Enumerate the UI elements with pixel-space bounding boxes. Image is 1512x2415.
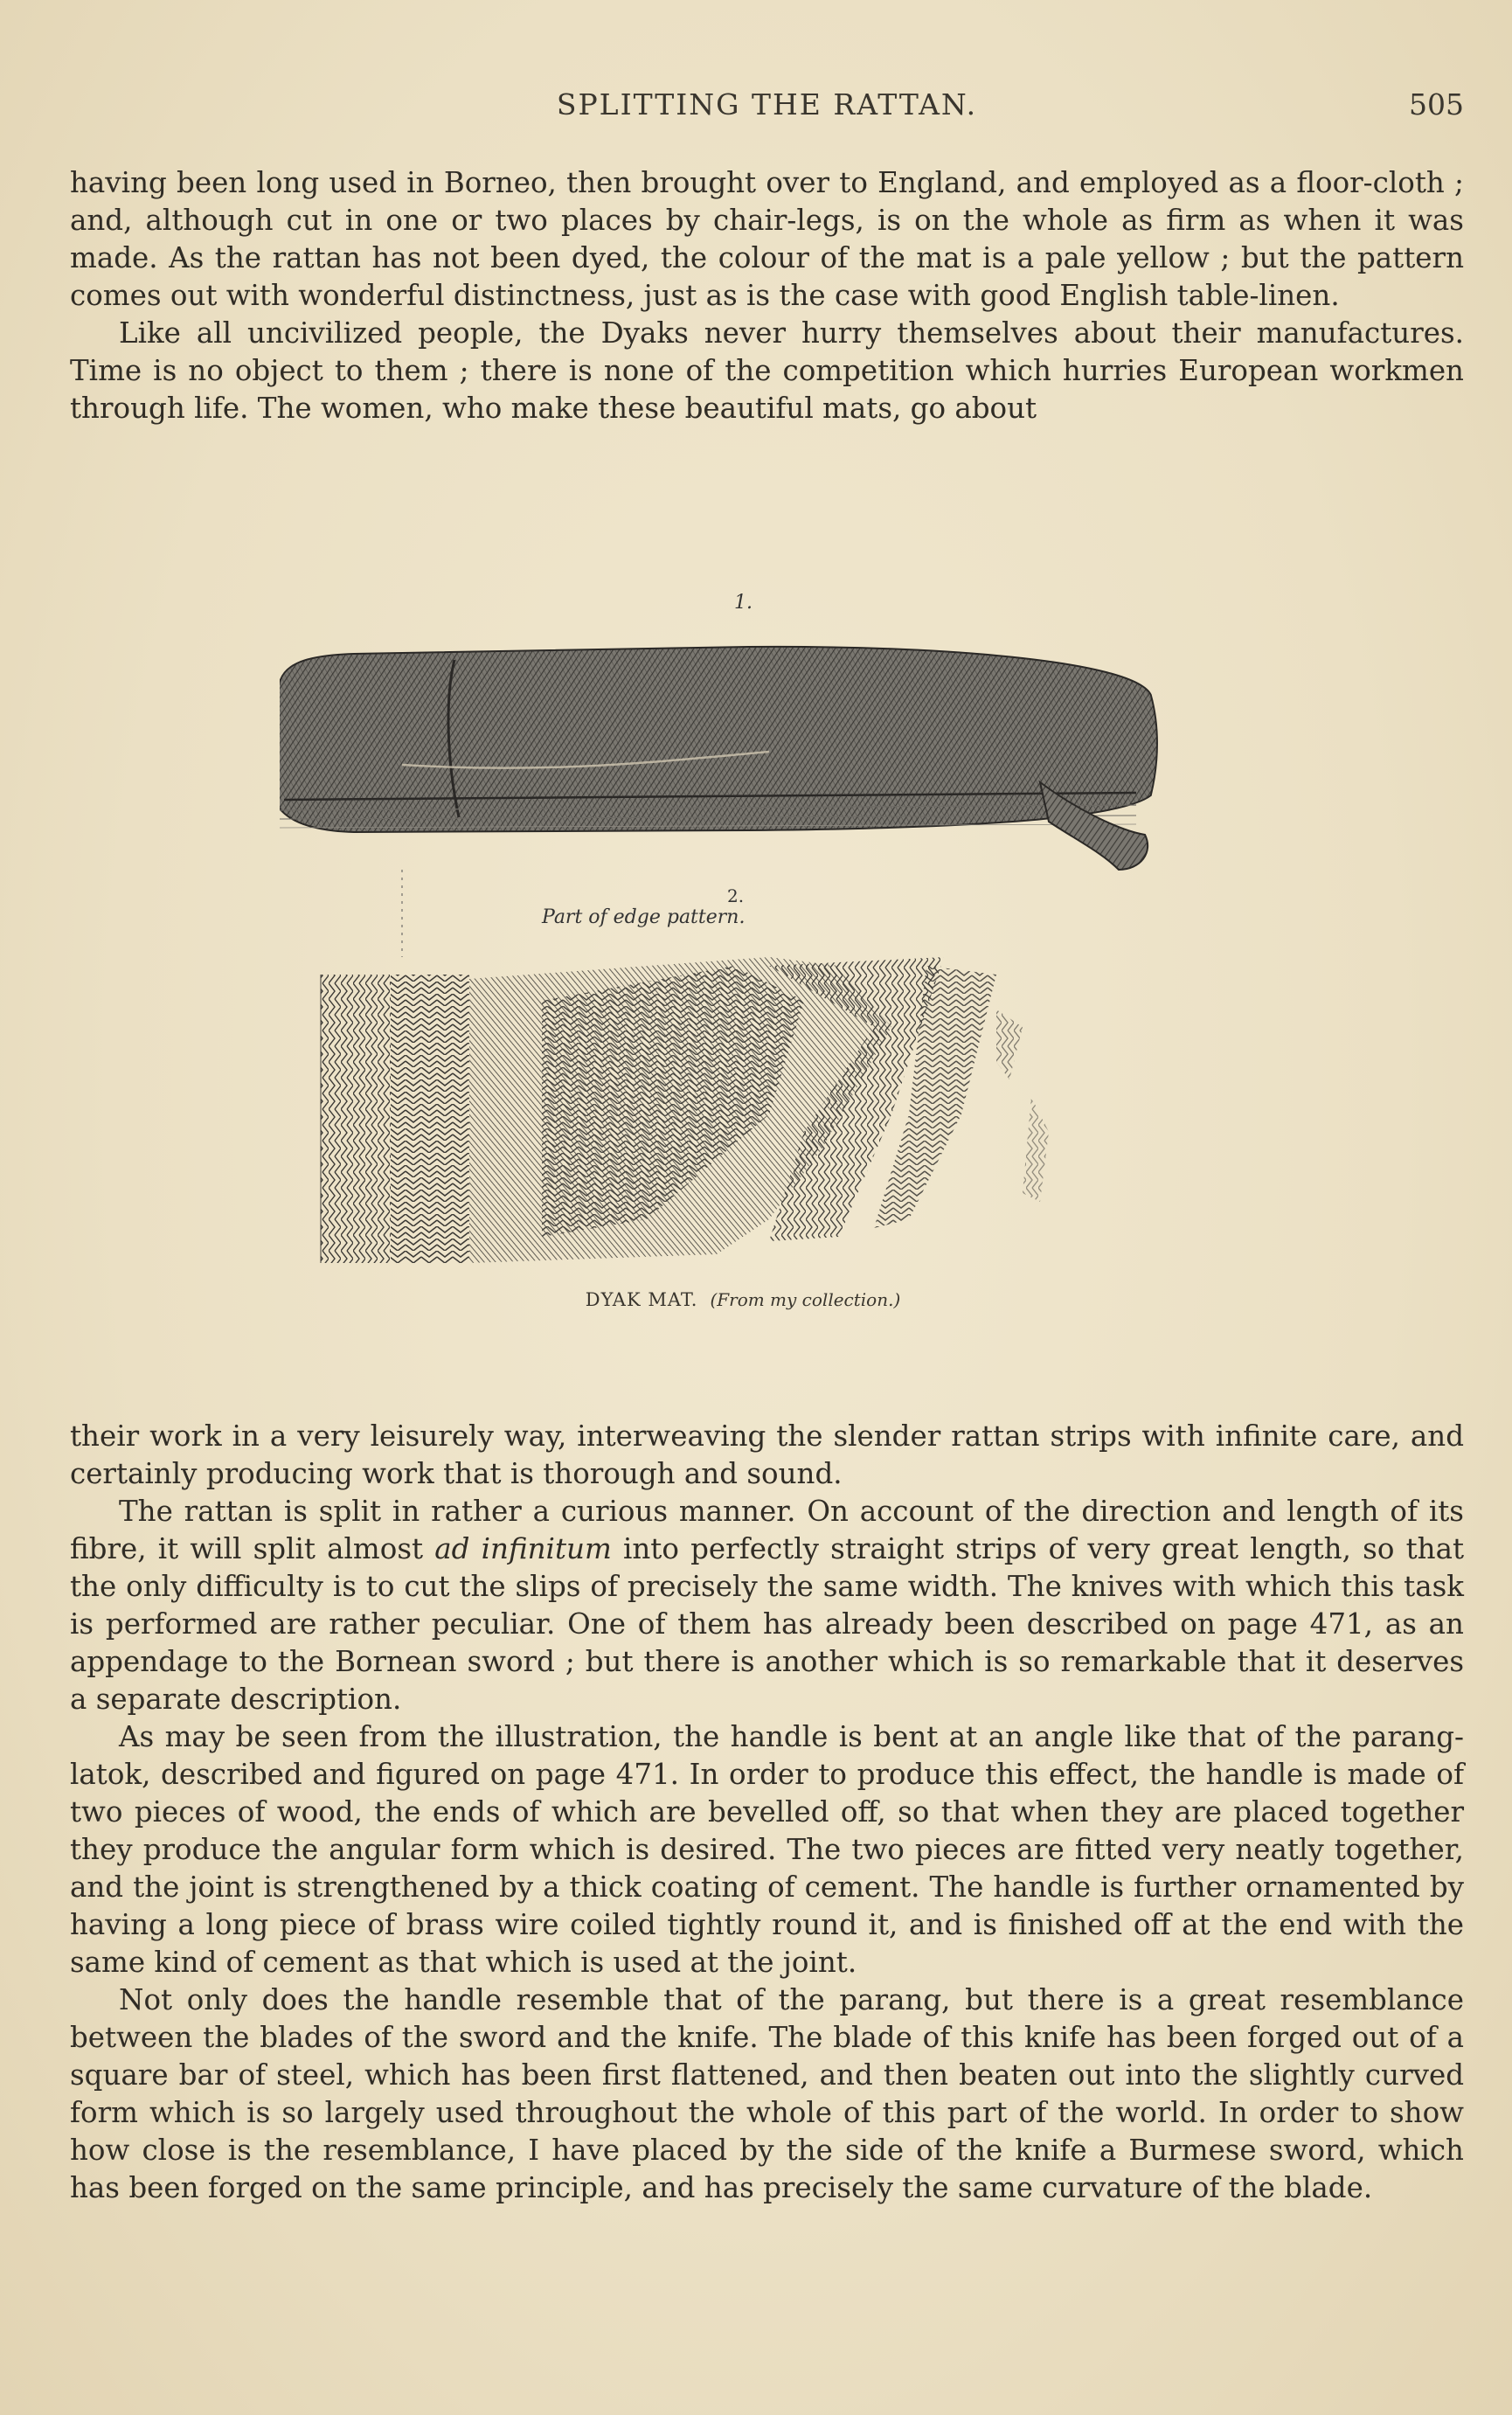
text-block-bottom bbox=[70, 1418, 1464, 2207]
figure-label-2: 2. bbox=[727, 885, 745, 906]
text-block-top bbox=[70, 164, 1464, 427]
paragraph-text: The rattan is split in rather a curious manner. On account of the direction and length of its fibre, it will split almost bbox=[70, 1495, 1464, 1565]
figure-caption bbox=[280, 1289, 1206, 1310]
paragraph: having been long used in Borneo, then brought over to England, and employed as a floor-cloth ; and, although cut in one or two places by chair-legs, is on the whole as firm as when it was made. As the rattan has not been dyed, the colour of the mat is a pale yellow ; but the pattern comes out with wonderful distinctness, just as is the case with good English table-linen. bbox=[70, 166, 1464, 312]
paragraph: Not only does the handle resemble that of the parang, but there is a great resemblance between the blades of the sword and the knife. The blade of this knife has been forged out of a square bar of steel, which has been first flattened, and then beaten out into the slightly curved form which is so largely used throughout the whole of this part of the world. In order to show how close is the resemblance, I have placed by the side of the knife a Burmese sword, which has been forged on the same principle, and has precisely the same curvature of the blade. bbox=[70, 1983, 1464, 2204]
edge-pattern-label: Part of edge pattern. bbox=[542, 906, 746, 928]
dyak-mat-illustration bbox=[280, 590, 1206, 1324]
paragraph: Like all uncivilized people, the Dyaks never hurry themselves about their manufactures. Time is no object to them ; there is none of the competition which hurries European workmen through life. The women, who make these beautiful mats, go about bbox=[70, 316, 1464, 425]
figure-label-1: 1. bbox=[734, 592, 753, 614]
paragraph-text: into perfectly straight strips of very great length, so that the only difficulty is to cut the slips of precisely the same width. The knives with which this task is performed are rather peculiar. One of them has already been described on page 471, as an appendage to the Bornean sword ; but there is another which is so remarkable that it deserves a separate description. bbox=[70, 1532, 1465, 1716]
dyak-mat-figure bbox=[280, 590, 1206, 1324]
page-header bbox=[70, 87, 1464, 131]
italic-phrase: ad infinitum bbox=[434, 1532, 612, 1565]
page-number: 505 bbox=[1409, 87, 1464, 121]
running-title: SPLITTING THE RATTAN. bbox=[556, 87, 978, 121]
edge-pattern bbox=[321, 957, 1049, 1263]
paragraph bbox=[70, 1493, 1464, 1718]
paragraph: their work in a very leisurely way, interweaving the slender rattan strips with infinite care, and certainly producing work that is thorough and sound. bbox=[70, 1419, 1464, 1490]
paragraph: As may be seen from the illustration, the handle is bent at an angle like that of the parang-latok, described and figured on page 471. In order to produce this effect, the handle is made of two pieces of wood, the ends of which are bevelled off, so that when they are placed together they produce the angular form which is desired. The two pieces are fitted very neatly together, and the joint is strengthened by a thick coating of cement. The handle is further ornamented by having a long piece of brass wire coiled tightly round it, and is finished off at the end with the same kind of cement as that which is used at the joint. bbox=[70, 1720, 1464, 1979]
caption-source: (From my collection.) bbox=[710, 1289, 901, 1310]
caption-title: DYAK MAT. bbox=[585, 1289, 698, 1310]
